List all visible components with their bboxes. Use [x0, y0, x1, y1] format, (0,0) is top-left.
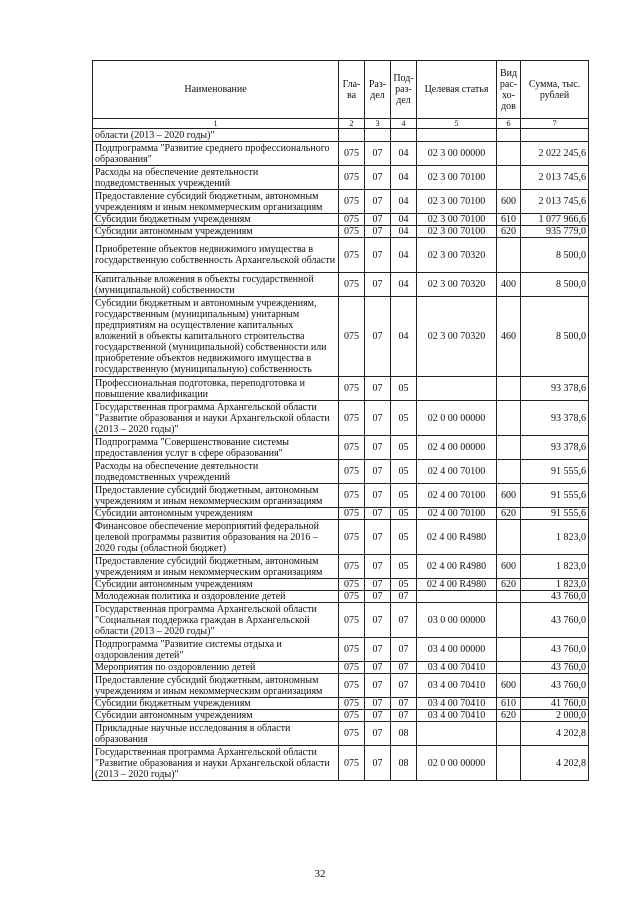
cell-razdel: 07: [365, 436, 391, 460]
cell-sum: 8 500,0: [521, 238, 589, 273]
cell-podrazdel: 08: [391, 746, 417, 781]
table-row: [93, 226, 589, 238]
cell-glava: 075: [339, 603, 365, 638]
cell-razdel: 07: [365, 238, 391, 273]
cell-sum: 1 077 966,6: [521, 214, 589, 226]
header-target: Целевая статья: [417, 61, 497, 119]
cell-sum: 2 022 245,6: [521, 142, 589, 166]
cell-target: [417, 591, 497, 603]
cell-razdel: 07: [365, 674, 391, 698]
cell-name: Субсидии автономным учреждениям: [93, 710, 339, 722]
cell-vid: [497, 591, 521, 603]
cell-target: [417, 129, 497, 142]
cell-sum: [521, 129, 589, 142]
header-glava: Гла-ва: [339, 61, 365, 119]
header-razdel: Раз-дел: [365, 61, 391, 119]
cell-target: 02 4 00 00000: [417, 436, 497, 460]
cell-target: 03 4 00 70410: [417, 710, 497, 722]
cell-podrazdel: 04: [391, 142, 417, 166]
table-row: [93, 142, 589, 166]
cell-podrazdel: 04: [391, 273, 417, 297]
page-number: 32: [314, 868, 326, 880]
cell-sum: 41 760,0: [521, 698, 589, 710]
cell-podrazdel: 04: [391, 190, 417, 214]
cell-name: области (2013 – 2020 годы)": [93, 129, 339, 142]
cell-razdel: 07: [365, 698, 391, 710]
table-row: [93, 603, 589, 638]
cell-razdel: 07: [365, 226, 391, 238]
cell-sum: 91 555,6: [521, 484, 589, 508]
cell-target: [417, 722, 497, 746]
cell-razdel: 07: [365, 166, 391, 190]
cell-vid: [497, 129, 521, 142]
cell-glava: 075: [339, 674, 365, 698]
cell-target: 02 4 00 70100: [417, 484, 497, 508]
table-row: [93, 722, 589, 746]
cell-glava: 075: [339, 460, 365, 484]
header-row: [93, 61, 589, 119]
cell-name: Подпрограмма "Развитие системы отдыха и оздоровления детей": [93, 638, 339, 662]
cell-name: Молодежная политика и оздоровление детей: [93, 591, 339, 603]
cell-podrazdel: 05: [391, 508, 417, 520]
cell-razdel: 07: [365, 662, 391, 674]
cell-razdel: 07: [365, 520, 391, 555]
cell-podrazdel: 04: [391, 297, 417, 377]
cell-vid: [497, 722, 521, 746]
table-row: [93, 638, 589, 662]
table-row: [93, 674, 589, 698]
cell-glava: 075: [339, 520, 365, 555]
cell-podrazdel: 08: [391, 722, 417, 746]
table-row: [93, 579, 589, 591]
column-number: 6: [497, 119, 521, 129]
cell-sum: 93 378,6: [521, 401, 589, 436]
cell-razdel: 07: [365, 603, 391, 638]
cell-glava: 075: [339, 722, 365, 746]
cell-podrazdel: 07: [391, 698, 417, 710]
cell-vid: [497, 377, 521, 401]
cell-name: Государственная программа Архангельской области "Социальная поддержка граждан в Архангельской области (2013 – 2020 годы)": [93, 603, 339, 638]
cell-vid: [497, 436, 521, 460]
cell-target: 02 4 00 R4980: [417, 579, 497, 591]
cell-sum: 43 760,0: [521, 638, 589, 662]
cell-vid: 610: [497, 214, 521, 226]
cell-target: 02 3 00 70100: [417, 166, 497, 190]
cell-sum: 1 823,0: [521, 555, 589, 579]
cell-sum: 43 760,0: [521, 674, 589, 698]
cell-vid: [497, 662, 521, 674]
cell-podrazdel: 04: [391, 166, 417, 190]
cell-razdel: 07: [365, 190, 391, 214]
cell-name: Подпрограмма "Совершенствование системы предоставления услуг в сфере образования": [93, 436, 339, 460]
cell-vid: 620: [497, 508, 521, 520]
table-row: [93, 190, 589, 214]
cell-sum: 2 013 745,6: [521, 166, 589, 190]
cell-podrazdel: 07: [391, 591, 417, 603]
cell-sum: 4 202,8: [521, 722, 589, 746]
cell-target: 02 4 00 R4980: [417, 520, 497, 555]
cell-target: 03 0 00 00000: [417, 603, 497, 638]
cell-vid: [497, 401, 521, 436]
document-page: [92, 60, 588, 781]
cell-glava: 075: [339, 638, 365, 662]
cell-sum: 91 555,6: [521, 508, 589, 520]
cell-razdel: 07: [365, 273, 391, 297]
cell-vid: [497, 142, 521, 166]
cell-glava: 075: [339, 579, 365, 591]
cell-vid: [497, 638, 521, 662]
cell-name: Профессиональная подготовка, переподготовка и повышение квалификации: [93, 377, 339, 401]
cell-razdel: 07: [365, 377, 391, 401]
table-row: [93, 297, 589, 377]
cell-sum: 935 779,0: [521, 226, 589, 238]
cell-vid: 600: [497, 674, 521, 698]
cell-sum: 1 823,0: [521, 579, 589, 591]
cell-name: Субсидии автономным учреждениям: [93, 579, 339, 591]
cell-target: 02 4 00 70100: [417, 508, 497, 520]
cell-glava: 075: [339, 226, 365, 238]
cell-vid: [497, 520, 521, 555]
cell-target: 02 0 00 00000: [417, 401, 497, 436]
cell-name: Субсидии автономным учреждениям: [93, 226, 339, 238]
cell-podrazdel: 05: [391, 401, 417, 436]
cell-glava: 075: [339, 273, 365, 297]
cell-name: Финансовое обеспечение мероприятий федеральной целевой программы развития образования на 2016 – 2020 годы (областной бюджет): [93, 520, 339, 555]
cell-razdel: 07: [365, 460, 391, 484]
cell-sum: 91 555,6: [521, 460, 589, 484]
cell-podrazdel: 05: [391, 484, 417, 508]
cell-sum: 8 500,0: [521, 273, 589, 297]
table-row: [93, 214, 589, 226]
cell-vid: 620: [497, 579, 521, 591]
cell-vid: 400: [497, 273, 521, 297]
table-row: [93, 591, 589, 603]
cell-name: Субсидии бюджетным учреждениям: [93, 698, 339, 710]
cell-sum: 93 378,6: [521, 377, 589, 401]
cell-vid: 620: [497, 226, 521, 238]
cell-glava: [339, 129, 365, 142]
cell-razdel: 07: [365, 722, 391, 746]
cell-target: 02 0 00 00000: [417, 746, 497, 781]
cell-glava: 075: [339, 555, 365, 579]
cell-name: Субсидии бюджетным и автономным учреждениям, государственным (муниципальным) унитарным предприятиям на осуществление капитальных вложений в объекты капитального строительства государственной (муниципальной) собственности или приобретение объектов недвижимого имущества в государственную (муниципальную) собственность: [93, 297, 339, 377]
cell-podrazdel: 04: [391, 214, 417, 226]
cell-glava: 075: [339, 401, 365, 436]
header-vid: Вид рас-хо-дов: [497, 61, 521, 119]
column-number: 4: [391, 119, 417, 129]
cell-name: Предоставление субсидий бюджетным, автономным учреждениям и иным некоммерческим организациям: [93, 190, 339, 214]
cell-sum: 43 760,0: [521, 603, 589, 638]
cell-glava: 075: [339, 698, 365, 710]
cell-vid: 460: [497, 297, 521, 377]
table-row: [93, 401, 589, 436]
cell-target: 03 4 00 00000: [417, 638, 497, 662]
table-row: [93, 273, 589, 297]
cell-glava: 075: [339, 436, 365, 460]
cell-vid: [497, 746, 521, 781]
table-row: [93, 746, 589, 781]
cell-target: 02 3 00 70320: [417, 273, 497, 297]
cell-podrazdel: [391, 129, 417, 142]
cell-name: Расходы на обеспечение деятельности подведомственных учреждений: [93, 166, 339, 190]
cell-name: Субсидии бюджетным учреждениям: [93, 214, 339, 226]
cell-vid: [497, 166, 521, 190]
cell-vid: 600: [497, 190, 521, 214]
cell-name: Предоставление субсидий бюджетным, автономным учреждениям и иным некоммерческим организациям: [93, 674, 339, 698]
cell-glava: 075: [339, 591, 365, 603]
cell-sum: 2 000,0: [521, 710, 589, 722]
table-row: [93, 377, 589, 401]
table-row: [93, 662, 589, 674]
cell-razdel: 07: [365, 579, 391, 591]
cell-target: 02 4 00 70100: [417, 460, 497, 484]
cell-sum: 2 013 745,6: [521, 190, 589, 214]
cell-podrazdel: 07: [391, 638, 417, 662]
table-body: [93, 129, 589, 781]
cell-sum: 93 378,6: [521, 436, 589, 460]
cell-glava: 075: [339, 297, 365, 377]
cell-vid: 620: [497, 710, 521, 722]
cell-target: 03 4 00 70410: [417, 698, 497, 710]
table-row: [93, 698, 589, 710]
cell-name: Государственная программа Архангельской области "Развитие образования и науки Архангельской области (2013 – 2020 годы)": [93, 401, 339, 436]
column-number: 2: [339, 119, 365, 129]
cell-name: Прикладные научные исследования в области образования: [93, 722, 339, 746]
cell-name: Расходы на обеспечение деятельности подведомственных учреждений: [93, 460, 339, 484]
cell-sum: 43 760,0: [521, 662, 589, 674]
cell-name: Государственная программа Архангельской области "Развитие образования и науки Архангельской области (2013 – 2020 годы)": [93, 746, 339, 781]
cell-glava: 075: [339, 662, 365, 674]
cell-podrazdel: 04: [391, 226, 417, 238]
cell-vid: [497, 460, 521, 484]
table-row: [93, 508, 589, 520]
cell-name: Мероприятия по оздоровлению детей: [93, 662, 339, 674]
cell-razdel: 07: [365, 142, 391, 166]
cell-target: 02 4 00 R4980: [417, 555, 497, 579]
cell-razdel: 07: [365, 484, 391, 508]
cell-target: 02 3 00 70320: [417, 297, 497, 377]
cell-vid: [497, 238, 521, 273]
cell-name: Предоставление субсидий бюджетным, автономным учреждениям и иным некоммерческим организациям: [93, 484, 339, 508]
cell-razdel: 07: [365, 401, 391, 436]
cell-glava: 075: [339, 214, 365, 226]
cell-podrazdel: 07: [391, 662, 417, 674]
header-name: Наименование: [93, 61, 339, 119]
cell-sum: 8 500,0: [521, 297, 589, 377]
cell-target: 02 3 00 70100: [417, 214, 497, 226]
cell-name: Субсидии автономным учреждениям: [93, 508, 339, 520]
cell-razdel: 07: [365, 297, 391, 377]
column-number: 3: [365, 119, 391, 129]
cell-name: Подпрограмма "Развитие среднего профессионального образования": [93, 142, 339, 166]
cell-name: Предоставление субсидий бюджетным, автономным учреждениям и иным некоммерческим организациям: [93, 555, 339, 579]
budget-table: [92, 60, 589, 781]
cell-podrazdel: 07: [391, 710, 417, 722]
column-number: 5: [417, 119, 497, 129]
cell-razdel: 07: [365, 710, 391, 722]
cell-glava: 075: [339, 746, 365, 781]
cell-vid: 600: [497, 555, 521, 579]
cell-name: Приобретение объектов недвижимого имущества в государственную собственность Архангельской области: [93, 238, 339, 273]
cell-podrazdel: 05: [391, 377, 417, 401]
cell-razdel: 07: [365, 638, 391, 662]
cell-razdel: 07: [365, 591, 391, 603]
cell-sum: 4 202,8: [521, 746, 589, 781]
header-podrazdel: Под-раз-дел: [391, 61, 417, 119]
cell-podrazdel: 05: [391, 460, 417, 484]
table-row: [93, 238, 589, 273]
header-sum: Сумма, тыс. рублей: [521, 61, 589, 119]
table-row: [93, 129, 589, 142]
cell-vid: 600: [497, 484, 521, 508]
table-row: [93, 436, 589, 460]
cell-sum: 43 760,0: [521, 591, 589, 603]
cell-glava: 075: [339, 190, 365, 214]
cell-razdel: 07: [365, 214, 391, 226]
cell-podrazdel: 07: [391, 674, 417, 698]
cell-sum: 1 823,0: [521, 520, 589, 555]
cell-razdel: 07: [365, 746, 391, 781]
cell-glava: 075: [339, 508, 365, 520]
table-row: [93, 555, 589, 579]
table-row: [93, 520, 589, 555]
cell-podrazdel: 07: [391, 603, 417, 638]
cell-podrazdel: 05: [391, 436, 417, 460]
table-row: [93, 166, 589, 190]
cell-razdel: 07: [365, 508, 391, 520]
cell-target: 02 3 00 70100: [417, 226, 497, 238]
cell-glava: 075: [339, 710, 365, 722]
cell-vid: 610: [497, 698, 521, 710]
table-row: [93, 460, 589, 484]
cell-target: 02 3 00 00000: [417, 142, 497, 166]
cell-razdel: [365, 129, 391, 142]
table-row: [93, 484, 589, 508]
cell-target: [417, 377, 497, 401]
cell-glava: 075: [339, 142, 365, 166]
column-number: 1: [93, 119, 339, 129]
cell-glava: 075: [339, 377, 365, 401]
column-number: 7: [521, 119, 589, 129]
cell-glava: 075: [339, 238, 365, 273]
cell-target: 03 4 00 70410: [417, 662, 497, 674]
cell-name: Капитальные вложения в объекты государственной (муниципальной) собственности: [93, 273, 339, 297]
column-numbers-row: [93, 119, 589, 129]
cell-target: 02 3 00 70100: [417, 190, 497, 214]
cell-razdel: 07: [365, 555, 391, 579]
cell-podrazdel: 04: [391, 238, 417, 273]
cell-vid: [497, 603, 521, 638]
cell-podrazdel: 05: [391, 555, 417, 579]
cell-glava: 075: [339, 166, 365, 190]
cell-target: 03 4 00 70410: [417, 674, 497, 698]
cell-podrazdel: 05: [391, 579, 417, 591]
cell-target: 02 3 00 70320: [417, 238, 497, 273]
cell-glava: 075: [339, 484, 365, 508]
table-row: [93, 710, 589, 722]
cell-podrazdel: 05: [391, 520, 417, 555]
